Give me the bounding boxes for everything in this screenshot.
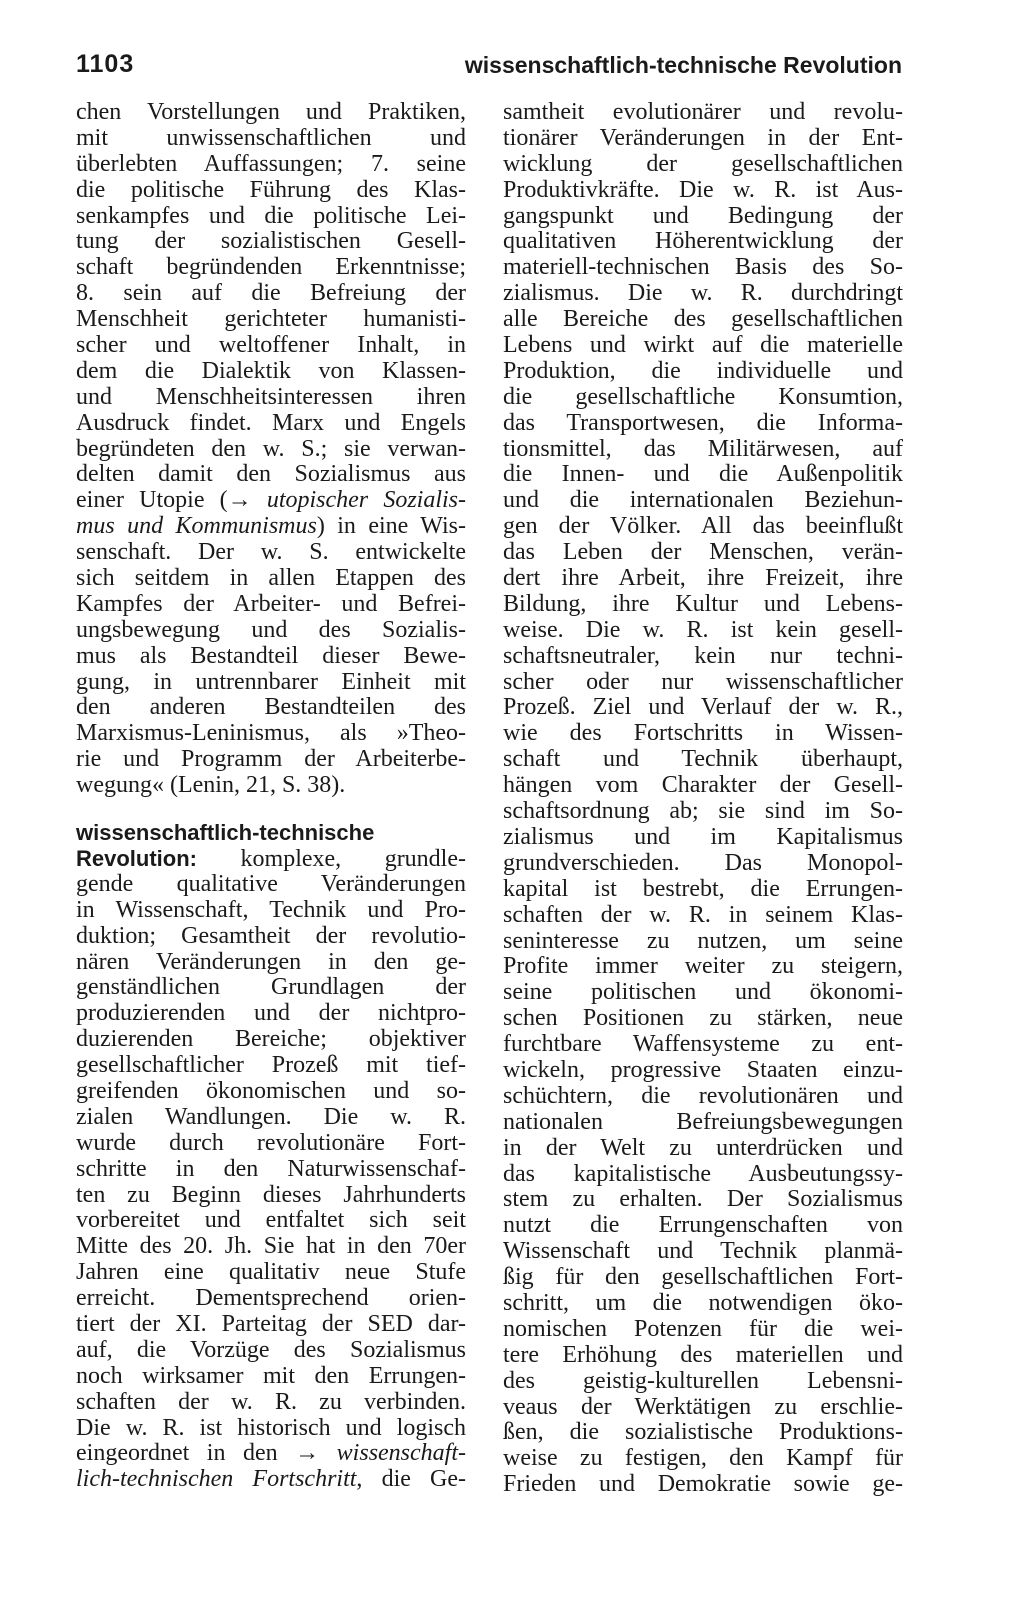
text-line: die politische Führung des Klas- bbox=[76, 176, 466, 203]
text-line: senschaft. Der w. S. entwickelte bbox=[76, 539, 466, 566]
text-line: schritte in den Naturwissenschaf- bbox=[76, 1155, 466, 1182]
text-line: qualitativen Höherentwicklung der bbox=[503, 228, 903, 255]
right-column bbox=[503, 100, 903, 1498]
headword-line bbox=[76, 820, 466, 846]
text-line: kapital ist bestrebt, die Errungen- bbox=[503, 875, 903, 902]
running-head: wissenschaftlich-technische Revolution bbox=[464, 52, 902, 78]
text-line: das Transportwesen, die Informa- bbox=[503, 409, 903, 436]
text-line: senkampfes und die politische Lei- bbox=[76, 202, 466, 229]
text-line: sich seitdem in allen Etappen des bbox=[76, 565, 466, 592]
text-line: seine politischen und ökonomi- bbox=[503, 979, 903, 1006]
text-line: scher oder nur wissenschaftlicher bbox=[503, 668, 903, 695]
cross-reference-link[interactable]: wissenschaft- bbox=[336, 1440, 466, 1467]
text-line: dert ihre Arbeit, ihre Freizeit, ihre bbox=[503, 565, 903, 592]
text-line: tionärer Veränderungen in der Ent- bbox=[503, 124, 903, 151]
text-line: Frieden und Demokratie sowie ge- bbox=[503, 1471, 903, 1498]
text-line: und die internationalen Beziehun- bbox=[503, 487, 903, 514]
text-line: schritt, um die notwendigen öko- bbox=[503, 1289, 903, 1316]
text-line: stem zu erhalten. Der Sozialismus bbox=[503, 1186, 903, 1213]
text-line: schaft begründenden Erkenntnisse; bbox=[76, 254, 466, 281]
text-fragment: , die Ge- bbox=[356, 1466, 466, 1493]
text-line: scher und weltoffener Inhalt, in bbox=[76, 332, 466, 359]
text-line: wie des Fortschritts in Wissen- bbox=[503, 720, 903, 747]
text-line: begründeten den w. S.; sie verwan- bbox=[76, 435, 466, 462]
text-line: tiert der XI. Parteitag der SED dar- bbox=[76, 1310, 466, 1337]
text-line: das Leben der Menschen, verän- bbox=[503, 539, 903, 566]
text-line: ßen, die sozialistische Produktions- bbox=[503, 1419, 903, 1446]
text-line: gende qualitative Veränderungen bbox=[76, 870, 466, 897]
text-line: in Wissenschaft, Technik und Pro- bbox=[76, 896, 466, 923]
text-line: das kapitalistische Ausbeutungssy- bbox=[503, 1160, 903, 1187]
text-line: Prozeß. Ziel und Verlauf der w. R., bbox=[503, 694, 903, 721]
text-line: zialismus. Die w. R. durchdringt bbox=[503, 280, 903, 307]
text-line: Wissenschaft und Technik planmä- bbox=[503, 1238, 903, 1265]
text-line: tere Erhöhung des materiellen und bbox=[503, 1341, 903, 1368]
text-line: mit unwissenschaftlichen und bbox=[76, 124, 466, 151]
text-line: nomischen Potenzen für die wei- bbox=[503, 1315, 903, 1342]
entry-headword: Revolution: bbox=[76, 845, 197, 871]
left-column bbox=[76, 100, 466, 1493]
text-fragment: komplexe, grundle- bbox=[197, 845, 466, 872]
text-line: des geistig-kulturellen Lebensni- bbox=[503, 1367, 903, 1394]
text-line: Lebens und wirkt auf die materielle bbox=[503, 332, 903, 359]
text-line: dem die Dialektik von Klassen- bbox=[76, 357, 466, 384]
text-line: gangspunkt und Bedingung der bbox=[503, 202, 903, 229]
text-line: Die w. R. ist historisch und logisch bbox=[76, 1414, 466, 1441]
text-line: seninteresse zu nutzen, um seine bbox=[503, 927, 903, 954]
text-line: den anderen Bestandteilen des bbox=[76, 694, 466, 721]
text-line: überlebten Auffassungen; 7. seine bbox=[76, 150, 466, 177]
text-line: vorbereitet und entfaltet sich seit bbox=[76, 1207, 466, 1234]
text-line: die gesellschaftliche Konsumtion, bbox=[503, 383, 903, 410]
text-line: delten damit den Sozialismus aus bbox=[76, 461, 466, 488]
text-line: nutzt die Errungenschaften von bbox=[503, 1212, 903, 1239]
cross-reference-line bbox=[76, 1441, 466, 1467]
text-line: ten zu Beginn dieses Jahrhunderts bbox=[76, 1181, 466, 1208]
text-line: tionsmittel, das Militärwesen, auf bbox=[503, 435, 903, 462]
text-fragment: eingeordnet in den → bbox=[76, 1440, 337, 1467]
text-line: wurde durch revolutionäre Fort- bbox=[76, 1129, 466, 1156]
text-line: rie und Programm der Arbeiterbe- bbox=[76, 746, 466, 773]
text-line: nären Veränderungen in den ge- bbox=[76, 948, 466, 975]
text-line: schüchtern, die revolutionären und bbox=[503, 1082, 903, 1109]
text-line: erreicht. Dementsprechend orien- bbox=[76, 1285, 466, 1312]
text-line: gen der Völker. All das beeinflußt bbox=[503, 513, 903, 540]
text-line: Jahren eine qualitativ neue Stufe bbox=[76, 1259, 466, 1286]
text-line: schaftsneutraler, kein nur techni- bbox=[503, 642, 903, 669]
text-line: ungsbewegung und des Sozialis- bbox=[76, 616, 466, 643]
cross-reference-line bbox=[76, 488, 466, 514]
text-line: veaus der Werktätigen zu erschlie- bbox=[503, 1393, 903, 1420]
text-line: schaft und Technik überhaupt, bbox=[503, 746, 903, 773]
text-line: zialismus und im Kapitalismus bbox=[503, 823, 903, 850]
text-line: chen Vorstellungen und Praktiken, bbox=[76, 99, 466, 125]
text-line: und Menschheitsinteressen ihren bbox=[76, 383, 466, 410]
text-line: produzierenden und der nichtpro- bbox=[76, 1000, 466, 1027]
text-line: auf, die Vorzüge des Sozialismus bbox=[76, 1336, 466, 1363]
text-line: duzierenden Bereiche; objektiver bbox=[76, 1026, 466, 1053]
text-line: gesellschaftlicher Prozeß mit tief- bbox=[76, 1052, 466, 1079]
text-line: schaften der w. R. in seinem Klas- bbox=[503, 901, 903, 928]
text-line: Menschheit gerichteter humanisti- bbox=[76, 306, 466, 333]
text-line: schaften der w. R. zu verbinden. bbox=[76, 1388, 466, 1415]
text-line: Produktion, die individuelle und bbox=[503, 357, 903, 384]
paragraph-gap bbox=[76, 799, 466, 820]
text-line: tung der sozialistischen Gesell- bbox=[76, 228, 466, 255]
text-line: grundverschieden. Das Monopol- bbox=[503, 849, 903, 876]
text-line: wicklung der gesellschaftlichen bbox=[503, 150, 903, 177]
text-line: ßig für den gesellschaftlichen Fort- bbox=[503, 1264, 903, 1291]
text-line: Profite immer weiter zu steigern, bbox=[503, 953, 903, 980]
text-line: Ausdruck findet. Marx und Engels bbox=[76, 409, 466, 436]
text-line: mus als Bestandteil dieser Bewe- bbox=[76, 642, 466, 669]
text-line: schaftsordnung ab; sie sind im So- bbox=[503, 798, 903, 825]
text-line: nationalen Befreiungsbewegungen bbox=[503, 1108, 903, 1135]
text-line: in der Welt zu unterdrücken und bbox=[503, 1134, 903, 1161]
text-line: duktion; Gesamtheit der revolutio- bbox=[76, 922, 466, 949]
text-line: Kampfes der Arbeiter- und Befrei- bbox=[76, 590, 466, 617]
text-line: wickeln, progressive Staaten einzu- bbox=[503, 1056, 903, 1083]
text-line: weise zu festigen, den Kampf für bbox=[503, 1445, 903, 1472]
page-number: 1103 bbox=[76, 50, 135, 78]
cross-reference-link[interactable]: lich-technischen Fortschritt bbox=[76, 1466, 357, 1493]
text-line: Produktivkräfte. Die w. R. ist Aus- bbox=[503, 176, 903, 203]
text-line: materiell-technischen Basis des So- bbox=[503, 254, 903, 281]
text-line: zialen Wandlungen. Die w. R. bbox=[76, 1103, 466, 1130]
text-line: samtheit evolutionärer und revolu- bbox=[503, 99, 903, 125]
text-fragment: ) in eine Wis- bbox=[316, 513, 466, 540]
text-line bbox=[76, 846, 466, 872]
cross-reference-line bbox=[76, 1467, 466, 1493]
text-line: noch wirksamer mit den Errungen- bbox=[76, 1362, 466, 1389]
cross-reference-link[interactable]: utopischer Sozialis- bbox=[266, 487, 467, 514]
text-line: die Innen- und die Außenpolitik bbox=[503, 461, 903, 488]
text-line: alle Bereiche des gesellschaftlichen bbox=[503, 306, 903, 333]
text-line: wegung« (Lenin, 21, S. 38). bbox=[76, 772, 346, 799]
text-line: gung, in untrennbarer Einheit mit bbox=[76, 668, 466, 695]
text-line: Mitte des 20. Jh. Sie hat in den 70er bbox=[76, 1233, 466, 1260]
text-line: Bildung, ihre Kultur und Lebens- bbox=[503, 590, 903, 617]
entry-headword: wissenschaftlich-technische bbox=[76, 820, 375, 846]
text-line: 8. sein auf die Befreiung der bbox=[76, 280, 466, 307]
text-line: schen Positionen zu stärken, neue bbox=[503, 1005, 903, 1032]
text-line: hängen vom Charakter der Gesell- bbox=[503, 772, 903, 799]
text-fragment: einer Utopie (→ bbox=[76, 487, 267, 514]
text-line: Marxismus-Leninismus, als »Theo- bbox=[76, 720, 466, 747]
cross-reference-line bbox=[76, 514, 466, 540]
text-line: weise. Die w. R. ist kein gesell- bbox=[503, 616, 903, 643]
text-line: furchtbare Waffensysteme zu ent- bbox=[503, 1031, 903, 1058]
text-line: greifenden ökonomischen und so- bbox=[76, 1077, 466, 1104]
text-line: genständlichen Grundlagen der bbox=[76, 974, 466, 1001]
cross-reference-link[interactable]: mus und Kommunismus bbox=[76, 513, 317, 540]
